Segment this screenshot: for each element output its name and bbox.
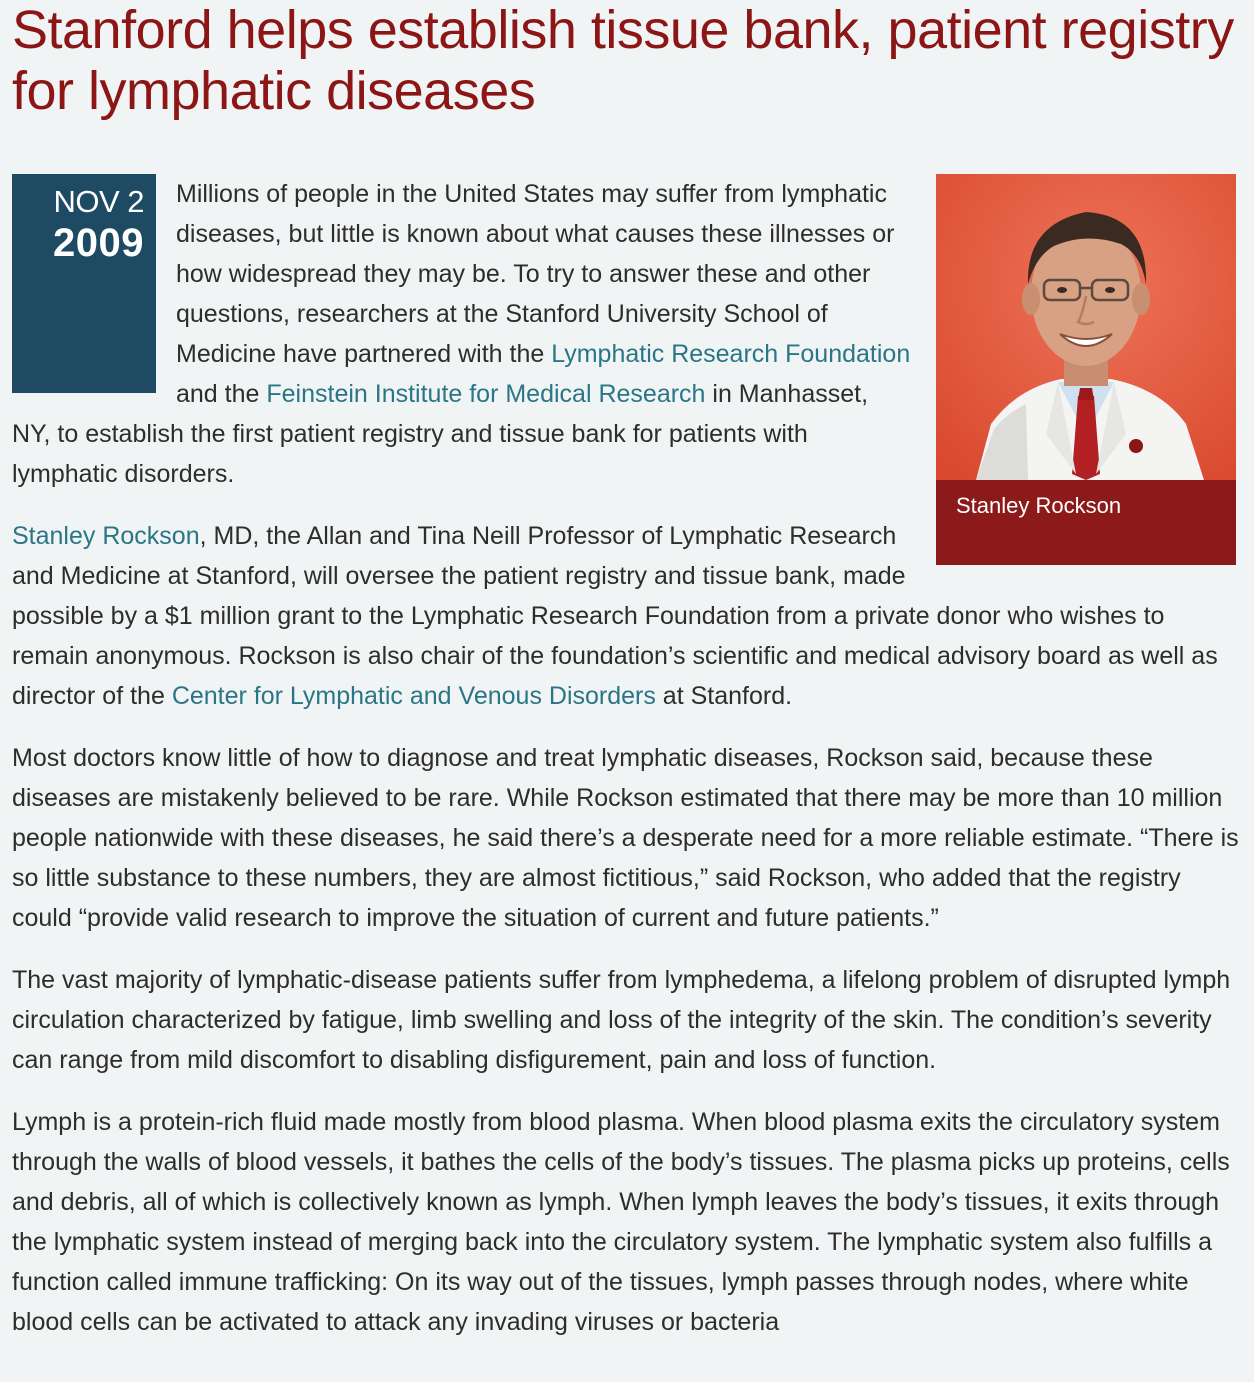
link-center-lymphatic-venous-disorders[interactable]: Center for Lymphatic and Venous Disorders: [171, 682, 656, 710]
photo-caption: Stanley Rockson: [956, 493, 1122, 518]
link-stanley-rockson[interactable]: Stanley Rockson: [12, 522, 200, 550]
paragraph-5: Lymph is a protein-rich fluid made mostly from blood plasma. When blood plasma exits the circulatory system through the walls of blood vessels, it bathes the cells of the body’s tissues. The plasma picks up proteins, cells and debris, all of which is collectively known as lymph. When lymph leaves the body’s tissues, it exits through the lymphatic system instead of merging back into the circulatory system. The lymphatic system also fulfills a function called immune trafficking: On its way out of the tissues, lymph passes through nodes, where white blood cells can be activated to attack any invading viruses or bacteria: [12, 1108, 1230, 1336]
paragraph-3: Most doctors know little of how to diagnose and treat lymphatic diseases, Rockson said, because these diseases are mistakenly believed to be rare. While Rockson estimated that there may be more than 10 million people nationwide with these diseases, he said there’s a desperate need for a more reliable estimate. “There is so little substance to these numbers, they are almost fictitious,” said Rockson, who added that the registry could “provide valid research to improve the situation of current and future patients.”: [12, 744, 1239, 932]
paragraph-text: and the: [176, 380, 267, 408]
article-title: Stanford helps establish tissue bank, patient registry for lymphatic diseases: [12, 0, 1234, 121]
paragraph-4: The vast majority of lymphatic-disease patients suffer from lymphedema, a lifelong problem of disrupted lymph circulation characterized by fatigue, limb swelling and loss of the integrity of the skin. The condition’s severity can range from mild discomfort to disabling disfigurement, pain and loss of function.: [12, 966, 1231, 1074]
portrait-photo-icon: [936, 174, 1236, 480]
author-photo-figure: [936, 174, 1236, 565]
article-body: [12, 174, 1242, 1342]
date-block: [12, 174, 156, 393]
article: [12, 0, 1242, 1364]
link-lymphatic-research-foundation[interactable]: Lymphatic Research Foundation: [551, 340, 911, 368]
paragraph-text: Millions of people in the United States may suffer from lymphatic diseases, but little is known about what causes these illnesses or how widespread they may be. To try to answer these and other questions, researchers at the Stanford University School of Medicine have partnered with the: [176, 180, 895, 368]
paragraph-text: , MD, the Allan and Tina Neill Professor of Lymphatic Research and Medicine at Stanford, will oversee the patient registry and tissue bank, made possible by a $1 million grant to the Lymphatic Research Foundation from a private donor who wishes to remain anonymous. Rockson is also chair of the foundation’s scientific and medical advisory board as well as director of the: [12, 522, 1218, 710]
date-year: 2009: [53, 221, 144, 265]
paragraph-text: in Manhasset, NY, to establish the first patient registry and tissue bank for patients with lymphatic disorders.: [12, 380, 869, 488]
link-feinstein-institute[interactable]: Feinstein Institute for Medical Research: [266, 380, 706, 408]
paragraph-text: at Stanford.: [655, 682, 793, 710]
date-month-day: NOV 2: [53, 184, 144, 219]
